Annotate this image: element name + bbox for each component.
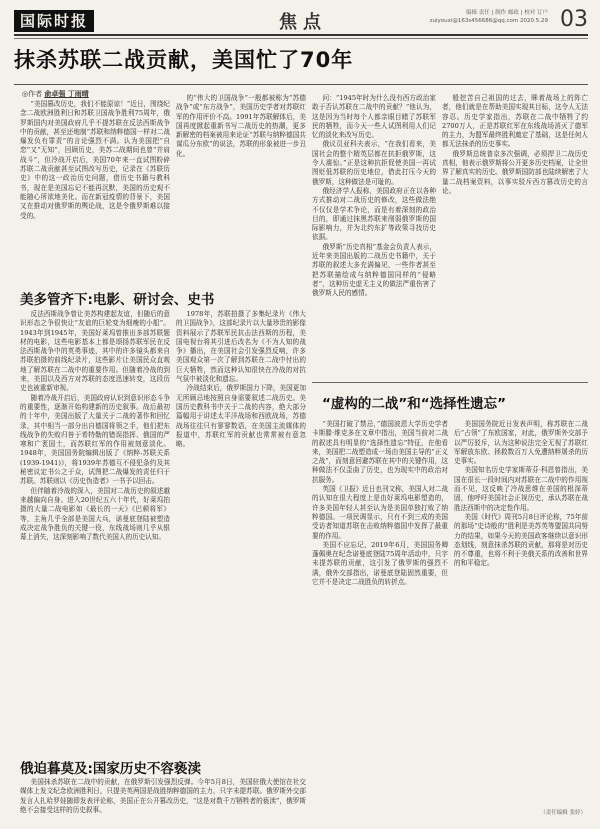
- byline-prefix: ◎作者: [22, 90, 43, 98]
- headline-rule: [14, 84, 588, 85]
- page-number: 03: [560, 7, 588, 32]
- paragraph: 俄罗斯总统普京多次强调，必须捍卫二战历史真相，他表示俄罗斯将公开更多历史档案，让全世界了解真实的历史。俄罗斯国防部也陆续解密了大量二战档案资料，以事实驳斥西方篡改历史的言论。: [442, 149, 588, 195]
- paragraph: 反法西斯战争曾让美苏构建起友谊，但随后的意识形态之争很快让“友谊的巨轮变为细瘦的小船”。1943年到1945年，美国好莱坞曾推出多部苏联题材的电影，这些电影基本上都是颂扬苏联军民在反法西斯战争中的英勇事迹，其中的许多镜头都来自苏联拍摄的前线纪录片，这些影片让美国民众直观地了解苏联在二战中的重要作用。但随着冷战的到来，美国以及西方对苏联的态度迅速转变，这段历史也被重新审视。: [20, 310, 170, 393]
- paragraph: 般挖苦自己祖国的过去，眯着战场上的阵亡者，他们就是在帮助美国实现其目标，这令人无法容忍。历史学家指出，苏联在二战中牺牲了约2700万人，正是苏联红军在东线战场消灭了德军的主力，为盟军最终胜利奠定了基础，这是任何人都无法抹杀的历史事实。: [442, 94, 588, 149]
- paragraph: “美国打破了禁忌，”德国波恩大学历史学者卡斯滕·维克多在文章中指出，美国当前对二战的叙述具有明显的“选择性遗忘”特征，在他看来，美国把二战塑造成一场由美国主导的“正义之战”，而刻意回避苏联在其中的关键作用，这种做法不仅歪曲了历史，也为现实中的政治对抗服务。: [312, 420, 448, 484]
- paragraph: 英国《卫报》近日也刊文称，美国人对二战的认知在很大程度上是由好莱坞电影塑造的，许多美国年轻人甚至认为是美国单独打败了纳粹德国。一项民调显示，只有不到三成的美国受访者知道苏联在击败纳粹德国中发挥了最重要的作用。: [312, 485, 448, 540]
- article-headline: 抹杀苏联二战贡献，美国忙了70年: [14, 48, 354, 72]
- newspaper-logo: 国际时报: [14, 10, 94, 32]
- masthead-rule: [14, 34, 588, 36]
- paragraph: 1978年，苏联拍摄了多集纪录片《伟大的卫国战争》，这部纪录片以大量珍贵的影像资料展示了苏联军民抗击法西斯的历程，美国电视台将其引进后改名为《不为人知的战争》播出，在美国社会引发强烈反响，许多美国观众第一次了解到苏联在二战中付出的巨大牺牲，然而这种认知很快在冷战的对抗气氛中被淡化和遗忘。: [176, 310, 306, 384]
- paragraph: 美国抹杀苏联在二战中的贡献，在俄罗斯引发强烈反弹。今年5月8日，美国驻俄大使馆在社交媒体上发文纪念欧洲胜利日，只提美英两国是战胜纳粹德国的主力，只字未提苏联。俄罗斯外交部发言人扎哈罗娃随即发表评论称，美国正在公开篡改历史，“这是对数千万牺牲者的亵渎”，俄罗斯绝不会接受这样的历史叙事。: [20, 778, 306, 814]
- byline-authors: 俞卓强 丁雨晴: [44, 90, 89, 98]
- paragraph: 但伴随着冷战的深入，美国对二战历史的叙述越来越偏向自身。进入20世纪五六十年代，好莱坞拍摄的大量二战电影如《最长的一天》《巴顿将军》等，主角几乎全部是美国大兵，诺曼底登陆被塑造成决定战争胜负的关键一役，东线战场则几乎从银幕上消失，这深刻影响了数代美国人的历史认知。: [20, 486, 170, 542]
- editor-credit: （责任编辑 张婷）: [540, 810, 586, 816]
- paragraph: 美国不应忘记，2019年6月，美国国务卿蓬佩奥在纪念诺曼底登陆75周年活动中，只字未提苏联的贡献，这引发了俄罗斯的强烈不满，俄外交部指出，诺曼底登陆固然重要，但它并不是决定二战胜负的转折点。: [312, 540, 448, 587]
- intro-paragraph: “美国篡改历史，我们不能原谅！”近日，围绕纪念二战欧洲胜利日和苏联卫国战争胜利75周年，俄罗斯国内对美国政府几乎不提苏联在反法西斯战争中的贡献，甚至还炮制“苏联和纳粹德国一样对二战爆发负有罪责”的言论强烈不满。认为美国把“自恋”又“无知”，回顾历史，美苏二战期间也曾“并肩战斗”，但冷战开启后，美国70年来一直试图粉碎苏联二战贡献甚至试图改写历史，记录在《苏联历史》中的这一政治历史问题，借历史书籍与教科书，现在是美国忘记不能再沉默，美国的历史观不能随心所欲地美化。而在新冠疫情的背景下，美国又在推动对俄罗斯的舆论战，这是令俄罗斯难以接受的。: [20, 100, 170, 220]
- paragraph: 问：“1945年时为什么没有西方政治家敢于否认苏联在二战中的贡献？”他认为，这是因为当时每个人都亲眼目睹了苏联军民的牺牲，而今天一些人试图利用人们记忆的淡化来改写历史。: [312, 94, 436, 140]
- issue-info-line: 编辑 责任 | 制作 邮政 | 校对 订户: [466, 10, 548, 16]
- paragraph: 随着冷战开启后，美国政府认识到意识形态斗争的重要性，逐渐开始构建新的历史叙事。战后最初的十年中，美国出版了大量关于二战的著作和回忆录，其中相当一部分出自德国将领之手，他们把东线战争的失败归咎于希特勒的错误指挥、俄国的严寒和广袤国土，而苏联红军的作用被刻意淡化。1948年，美国国务院编辑出版了《纳粹-苏联关系(1939-1941)》，将1939年苏德互不侵犯条约及其秘密议定书公之于众，试图把二战爆发的责任归于苏联。苏联则以《历史伪造者》一书予以回击。: [20, 393, 170, 486]
- paragraph: 俄罗斯“历史真相”基金会负责人表示，近年来美国出版的二战历史书籍中，关于苏联的叙述大多充满偏见，一些作者甚至把苏联描绘成与纳粹德国同样的“侵略者”，这种历史虚无主义的做法严重伤害了俄罗斯人民的感情。: [312, 242, 436, 298]
- section-title-3: “虚构的二战”和“选择性遗忘”: [322, 396, 506, 412]
- section1-column-1: [20, 310, 170, 750]
- column-3: [312, 94, 436, 376]
- section-title-2: 俄迫暮莫及:国家历史不容亵渎: [20, 761, 201, 777]
- section-name: 焦点: [279, 12, 327, 33]
- paragraph: 美国国务院近日发表声明，称苏联在二战后“占领”了东欧国家，对此，俄罗斯外交部予以严厉驳斥，认为这种说法完全无视了苏联红军解放东欧、拯救数百万人免遭纳粹屠杀的历史事实。: [454, 420, 588, 466]
- intro-column: [20, 100, 170, 282]
- section3-column-1: [312, 420, 448, 818]
- paragraph: 俄经济学人报称，美国政府正在以各种方式推动对二战历史的修改，这些做法绝不仅仅是学术争论，而是有着深刻的政治目的，即通过抹黑苏联来削弱俄罗斯的国际影响力，并为北约东扩等政策寻找历史依据。: [312, 186, 436, 242]
- section-title-1: 美多管齐下:电影、研讨会、史书: [20, 292, 215, 308]
- paragraph: 美国《时代》周刊5月8日评论称，75年前的那场“史诗般的”胜利是美苏英等盟国共同努力的结果，如果今天的美国政客继续以意识形态划线，刻意抹杀苏联的贡献，那将是对历史的不尊重，也将不利于美俄关系的改善和世界的和平稳定。: [454, 512, 588, 568]
- section1-column-2: [176, 310, 306, 782]
- paragraph: 的“伟大的卫国战争”一般都被称为“苏德战争”或“东方战争”，美国历史学者对苏联红军的作用评价不高。1991年苏联解体后，美国再度掀起重新书写二战历史的热潮，更多新解密的档案被用来论证“苏联与纳粹德国共谋瓜分东欧”的说法，苏联的形象被进一步丑化。: [176, 94, 306, 158]
- section2-column: [20, 778, 306, 822]
- paragraph: 美国知名历史学家斯蒂芬·科恩曾指出，美国在很长一段时间内对苏联在二战中的作用视而不见，这反映了冷战思维在美国的根深蒂固，他呼吁美国社会正视历史，承认苏联在战胜法西斯中的决定性作用。: [454, 466, 588, 512]
- issue-info-line: zuiyouxi@163s456686@qq.com 2020.5.29: [429, 18, 548, 24]
- column-4-top: [442, 94, 588, 376]
- paragraph: 俄议员亚科夫表示，“在我们看来，美国社会的整个精英层都在抗拒俄罗斯，这令人震惊。”正是这种抗拒促使美国一再试图贬低苏联的历史地位，借此打压今天的俄罗斯，这种做法是可耻的。: [312, 140, 436, 186]
- intro-column-2: [176, 94, 306, 276]
- masthead-rule-thin: [14, 38, 588, 39]
- section3-rule: [312, 382, 588, 383]
- section3-column-2: [454, 420, 588, 806]
- paragraph: 冷战结束后，俄罗斯国力下降，美国更加无所顾忌地按照自身需要叙述二战历史。美国历史教科书中关于二战的内容，绝大部分篇幅用于讲述太平洋战场和西欧战场，苏德战场往往只有寥寥数语，在美国主流媒体的报道中，苏联红军的贡献也常常被有意忽略。: [176, 384, 306, 449]
- issue-info: [398, 9, 548, 25]
- byline: [22, 89, 172, 99]
